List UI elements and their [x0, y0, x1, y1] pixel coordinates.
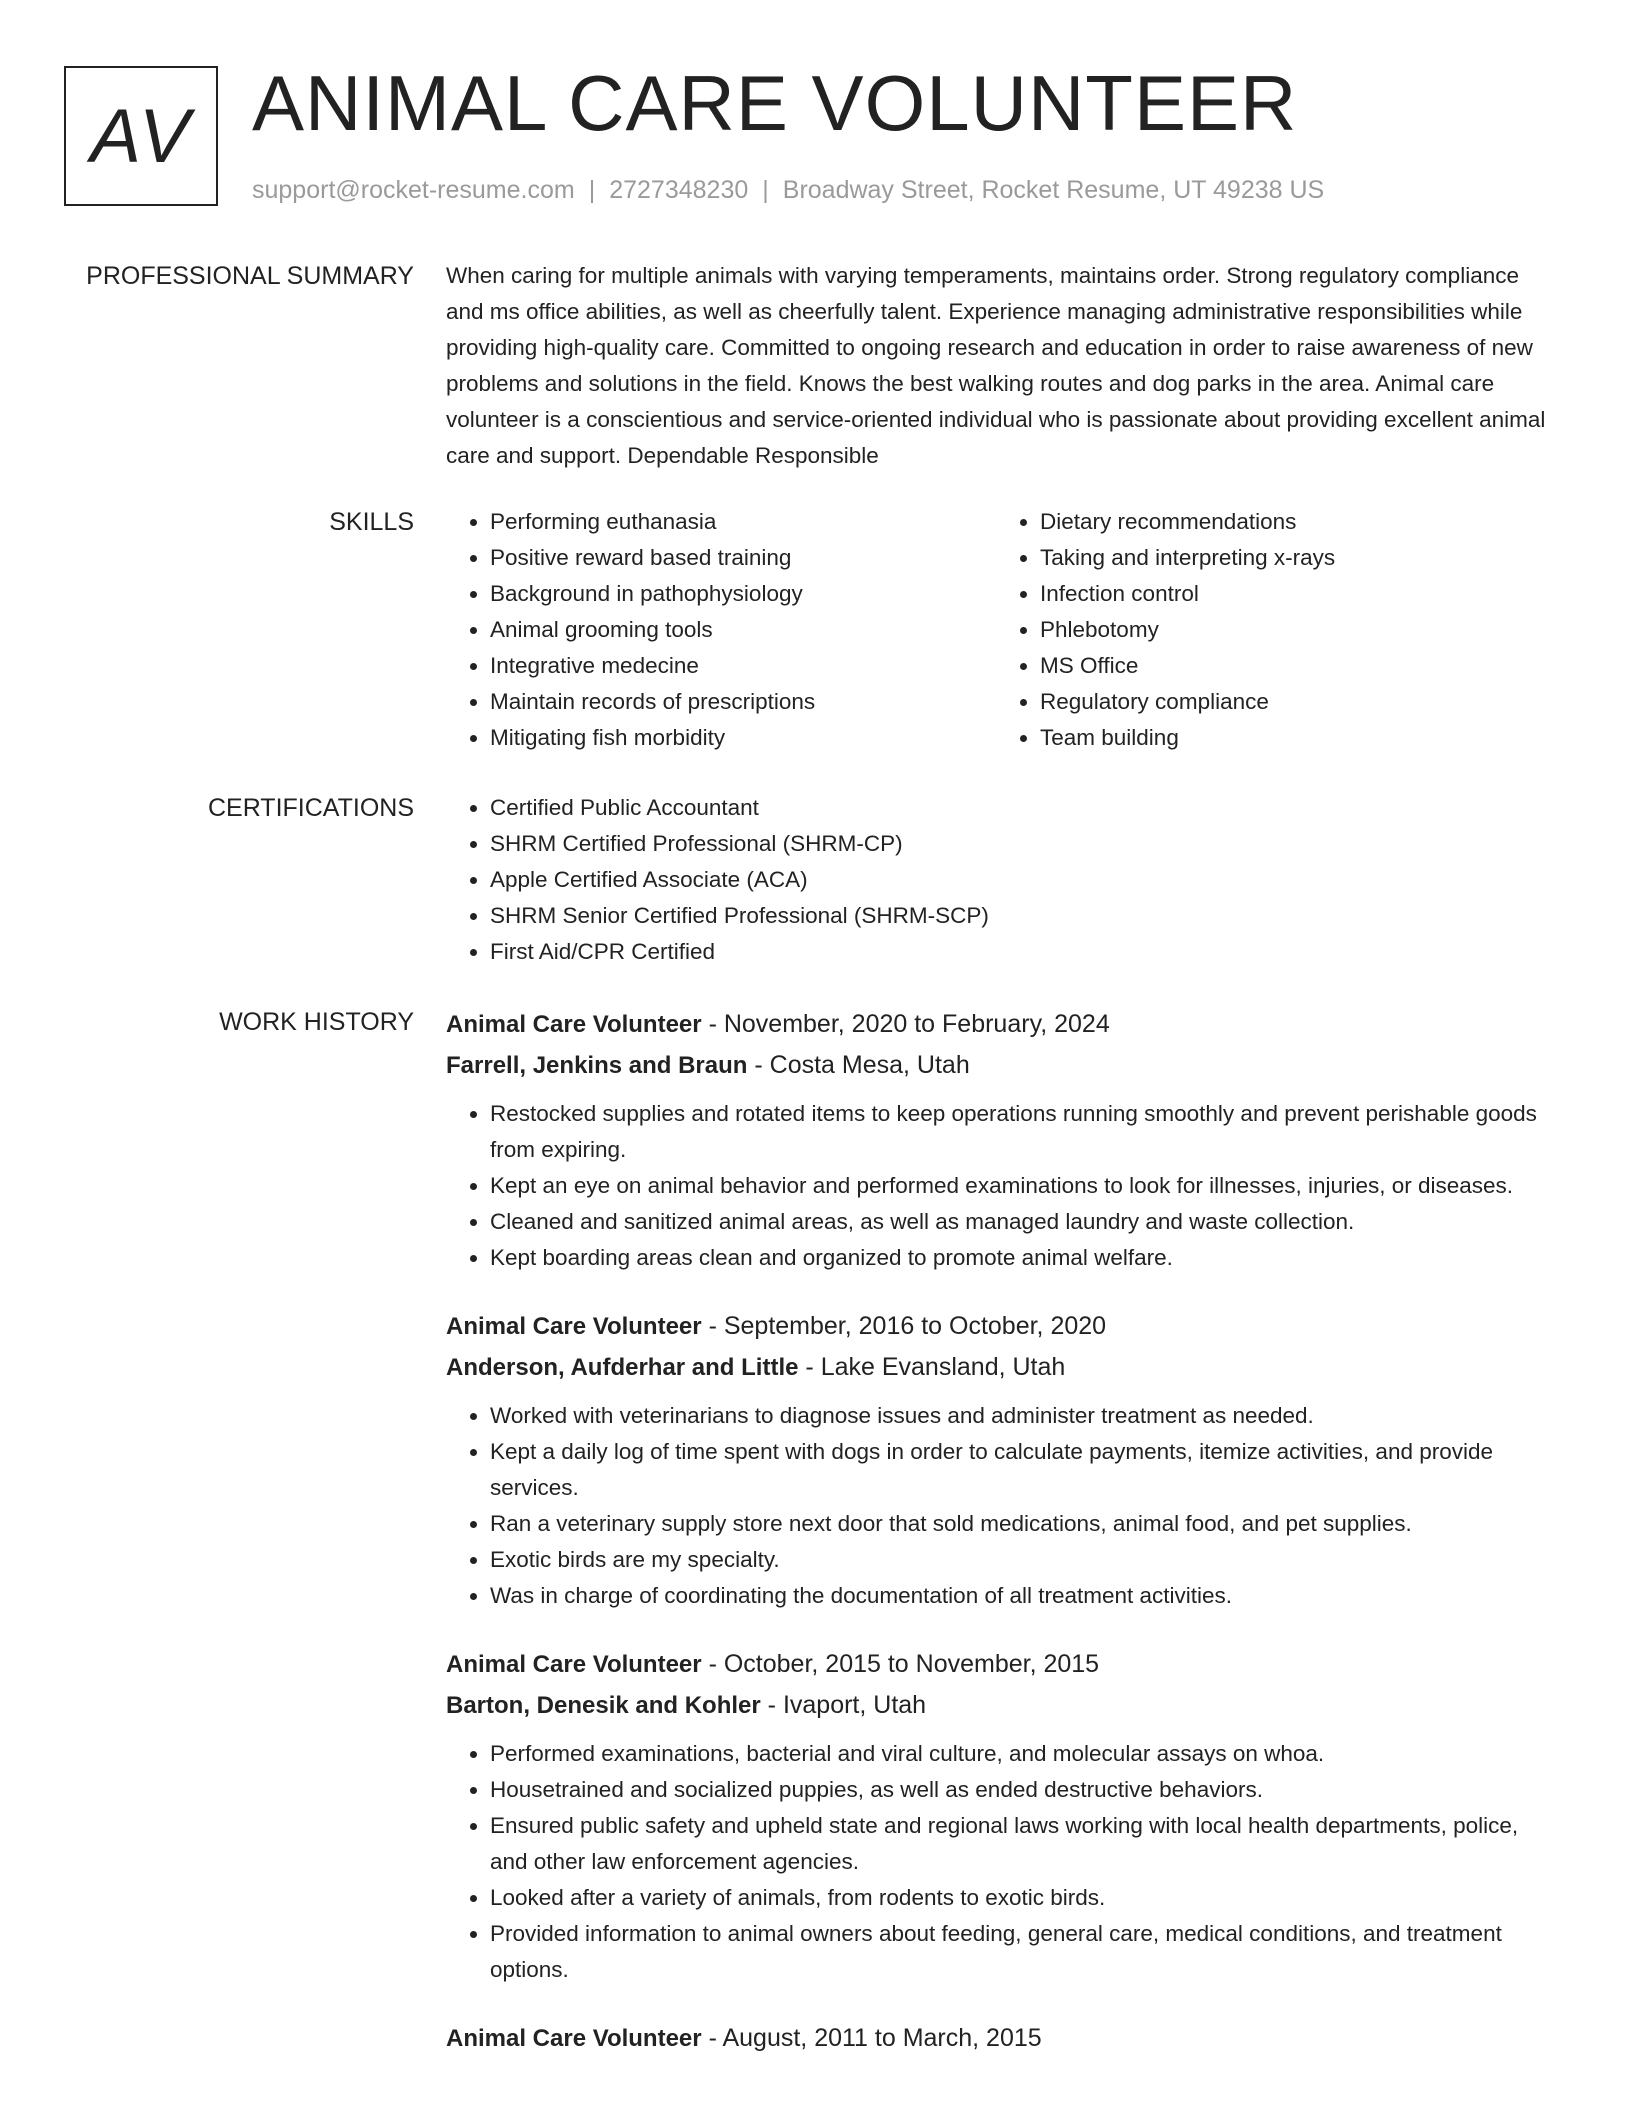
job-role: Animal Care Volunteer: [446, 1011, 702, 1038]
job-dash: -: [798, 1353, 821, 1381]
skills-columns: [446, 504, 1546, 756]
job-dates: August, 2011 to March, 2015: [722, 2024, 1042, 2052]
certification-item: • Certified Public Accountant: [490, 790, 1546, 826]
job-bullet: • Performed examinations, bacterial and viral culture, and molecular assays on whoa.: [490, 1736, 1546, 1772]
job-bullet: • Worked with veterinarians to diagnose issues and administer treatment as needed.: [490, 1398, 1546, 1434]
contact-address: Broadway Street, Rocket Resume, UT 49238 US: [782, 176, 1325, 204]
work-history-jobs: [446, 1004, 1546, 2089]
job-role: Animal Care Volunteer: [446, 2025, 702, 2052]
job-company-line: [446, 1347, 1546, 1388]
monogram-box: [64, 66, 218, 206]
job-bullet: • Provided information to animal owners about feeding, general care, medical conditions, and treatment options.: [490, 1916, 1546, 1988]
job-dash: -: [701, 1010, 724, 1038]
job-dash: -: [701, 1312, 724, 1340]
skill-item: • Phlebotomy: [1040, 612, 1546, 648]
job-role-line: [446, 2018, 1546, 2059]
job-entry: [446, 1644, 1546, 1988]
job-bullet: • Kept boarding areas clean and organized to promote animal welfare.: [490, 1240, 1546, 1276]
contact-separator: |: [762, 176, 769, 204]
job-entry: [446, 1004, 1546, 1276]
skills-title: SKILLS: [329, 508, 414, 536]
job-dates: October, 2015 to November, 2015: [723, 1650, 1100, 1678]
job-bullet: • Kept a daily log of time spent with dogs in order to calculate payments, itemize activities, and provide services.: [490, 1434, 1546, 1506]
job-role-line: [446, 1644, 1546, 1685]
job-bullets: [446, 1736, 1546, 1988]
certification-item: • SHRM Certified Professional (SHRM-CP): [490, 826, 1546, 862]
job-dates: November, 2020 to February, 2024: [723, 1010, 1110, 1038]
skill-item: • Taking and interpreting x-rays: [1040, 540, 1546, 576]
skill-item: • Positive reward based training: [490, 540, 996, 576]
job-location: Ivaport, Utah: [782, 1691, 927, 1719]
certifications-list: [446, 790, 1546, 970]
job-bullet: • Ran a veterinary supply store next door that sold medications, animal food, and pet supplies.: [490, 1506, 1546, 1542]
skill-item: • Dietary recommendations: [1040, 504, 1546, 540]
certification-item: • First Aid/CPR Certified: [490, 934, 1546, 970]
skill-item: • Integrative medecine: [490, 648, 996, 684]
summary-title: PROFESSIONAL SUMMARY: [86, 262, 414, 290]
job-dash: -: [701, 2024, 723, 2052]
job-dash: -: [701, 1650, 724, 1678]
skill-item: • Background in pathophysiology: [490, 576, 996, 612]
job-role: Animal Care Volunteer: [446, 1313, 702, 1340]
job-company: Anderson, Aufderhar and Little: [446, 1354, 799, 1381]
job-bullet: • Looked after a variety of animals, from rodents to exotic birds.: [490, 1880, 1546, 1916]
job-role-line: [446, 1004, 1546, 1045]
job-location: Costa Mesa, Utah: [769, 1051, 970, 1079]
work-history-title: WORK HISTORY: [219, 1008, 414, 1036]
skill-item: • Performing euthanasia: [490, 504, 996, 540]
certifications-title: CERTIFICATIONS: [207, 794, 414, 822]
certification-item: • Apple Certified Associate (ACA): [490, 862, 1546, 898]
summary-text: When caring for multiple animals with varying temperaments, maintains order. Strong regulatory compliance and ms office abilities, as well as cheerfully talent. Experience managing administrative responsibilities while providing high-quality care. Committed to ongoing research and education in order to raise awareness of new problems and solutions in the field. Knows the best walking routes and dog parks in the area. Animal care volunteer is a conscientious and service-oriented individual who is passionate about providing excellent animal care and support. Dependable Responsible: [446, 263, 1546, 468]
skill-item: • Mitigating fish morbidity: [490, 720, 996, 756]
resume-name: ANIMAL CARE VOLUNTEER: [252, 59, 1298, 147]
job-role: Animal Care Volunteer: [446, 1651, 702, 1678]
job-entry: [446, 2018, 1546, 2059]
job-bullet: • Restocked supplies and rotated items to keep operations running smoothly and prevent perishable goods from expiring.: [490, 1096, 1546, 1168]
job-company-line: [446, 1045, 1546, 1086]
job-bullet: • Cleaned and sanitized animal areas, as well as managed laundry and waste collection.: [490, 1204, 1546, 1240]
job-bullets: [446, 1398, 1546, 1614]
job-company: Farrell, Jenkins and Braun: [446, 1052, 748, 1079]
certification-item: • SHRM Senior Certified Professional (SHRM-SCP): [490, 898, 1546, 934]
job-bullet: • Ensured public safety and upheld state and regional laws working with local health departments, police, and other law enforcement agencies.: [490, 1808, 1546, 1880]
job-bullets: [446, 1096, 1546, 1276]
job-bullet: • Housetrained and socialized puppies, as well as ended destructive behaviors.: [490, 1772, 1546, 1808]
contact-separator: |: [588, 176, 596, 204]
job-bullet: • Kept an eye on animal behavior and performed examinations to look for illnesses, injuries, or diseases.: [490, 1168, 1546, 1204]
skill-item: • MS Office: [1040, 648, 1546, 684]
job-entry: [446, 1306, 1546, 1614]
skill-item: • Regulatory compliance: [1040, 684, 1546, 720]
skill-item: • Animal grooming tools: [490, 612, 996, 648]
job-dash: -: [760, 1691, 783, 1719]
monogram-initials: AV: [90, 93, 192, 179]
skills-list-right: [996, 504, 1546, 756]
skill-item: • Team building: [1040, 720, 1546, 756]
job-company: Barton, Denesik and Kohler: [446, 1692, 761, 1719]
skills-list-left: [446, 504, 996, 756]
contact-line: [252, 176, 1324, 205]
job-bullet: • Exotic birds are my specialty.: [490, 1542, 1546, 1578]
job-role-line: [446, 1306, 1546, 1347]
skill-item: • Infection control: [1040, 576, 1546, 612]
job-location: Lake Evansland, Utah: [820, 1353, 1066, 1381]
job-company-line: [446, 1685, 1546, 1726]
contact-email: support@rocket-resume.com: [252, 176, 575, 204]
skill-item: • Maintain records of prescriptions: [490, 684, 996, 720]
job-bullet: • Was in charge of coordinating the documentation of all treatment activities.: [490, 1578, 1546, 1614]
job-dash: -: [747, 1051, 770, 1079]
contact-phone: 2727348230: [609, 176, 749, 204]
job-dates: September, 2016 to October, 2020: [723, 1312, 1107, 1340]
